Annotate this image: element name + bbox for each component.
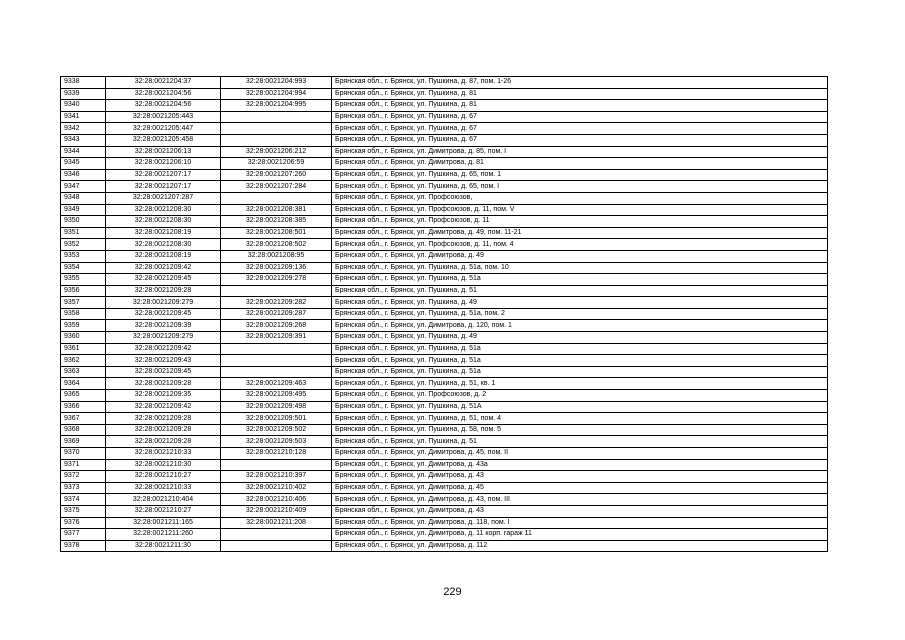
- cadastral-number-cell: 32:28:0021209:43: [106, 355, 221, 367]
- row-number-cell: 9339: [61, 88, 106, 100]
- cadastral-number-cell: 32:28:0021210:30: [106, 459, 221, 471]
- table-row: [61, 459, 828, 471]
- row-number-cell: 9357: [61, 297, 106, 309]
- address-cell: Брянская обл., г. Брянск, ул. Димитрова, д. 120, пом. 1: [332, 320, 828, 332]
- address-cell: Брянская обл., г. Брянск, ул. Пушкина, д. 51А: [332, 401, 828, 413]
- table-row: [61, 540, 828, 552]
- object-cadastral-number-cell: [221, 285, 332, 297]
- address-cell: Брянская обл., г. Брянск, ул. Пушкина, д. 81: [332, 88, 828, 100]
- address-cell: Брянская обл., г. Брянск, ул. Димитрова, д. 43, пом. III: [332, 494, 828, 506]
- table-row: [61, 413, 828, 425]
- row-number-cell: 9377: [61, 529, 106, 541]
- object-cadastral-number-cell: 32:28:0021204:994: [221, 88, 332, 100]
- object-cadastral-number-cell: 32:28:0021209:501: [221, 413, 332, 425]
- cadastral-number-cell: 32:28:0021207:17: [106, 169, 221, 181]
- address-cell: Брянская обл., г. Брянск, ул. Димитрова, д. 49, пом. 11-21: [332, 227, 828, 239]
- object-cadastral-number-cell: [221, 343, 332, 355]
- table-row: [61, 297, 828, 309]
- object-cadastral-number-cell: [221, 123, 332, 135]
- object-cadastral-number-cell: 32:28:0021207:284: [221, 181, 332, 193]
- address-cell: Брянская обл., г. Брянск, ул. Пушкина, д. 51: [332, 436, 828, 448]
- cadastral-number-cell: 32:28:0021209:42: [106, 343, 221, 355]
- cadastral-number-cell: 32:28:0021209:28: [106, 424, 221, 436]
- table-row: [61, 517, 828, 529]
- address-cell: Брянская обл., г. Брянск, ул. Пушкина, д. 51а: [332, 355, 828, 367]
- cadastral-number-cell: 32:28:0021205:447: [106, 123, 221, 135]
- cadastral-number-cell: 32:28:0021208:30: [106, 239, 221, 251]
- row-number-cell: 9346: [61, 169, 106, 181]
- row-number-cell: 9343: [61, 134, 106, 146]
- object-cadastral-number-cell: 32:28:0021208:381: [221, 204, 332, 216]
- address-cell: Брянская обл., г. Брянск, ул. Пушкина, д. 67: [332, 134, 828, 146]
- table-row: [61, 436, 828, 448]
- row-number-cell: 9350: [61, 216, 106, 228]
- table-row: [61, 169, 828, 181]
- cadastral-number-cell: 32:28:0021204:37: [106, 77, 221, 89]
- cadastral-number-cell: 32:28:0021209:45: [106, 366, 221, 378]
- address-cell: Брянская обл., г. Брянск, ул. Пушкина, д. 51: [332, 285, 828, 297]
- address-cell: Брянская обл., г. Брянск, ул. Профсоюзов,: [332, 192, 828, 204]
- row-number-cell: 9341: [61, 111, 106, 123]
- address-cell: Брянская обл., г. Брянск, ул. Пушкина, д. 49: [332, 297, 828, 309]
- cadastral-number-cell: 32:28:0021204:56: [106, 100, 221, 112]
- registry-table-body: [61, 77, 828, 552]
- row-number-cell: 9358: [61, 308, 106, 320]
- table-row: [61, 111, 828, 123]
- address-cell: Брянская обл., г. Брянск, ул. Димитрова, д. 118, пом. I: [332, 517, 828, 529]
- table-row: [61, 216, 828, 228]
- address-cell: Брянская обл., г. Брянск, ул. Пушкина, д. 51а, пом. 2: [332, 308, 828, 320]
- object-cadastral-number-cell: 32:28:0021209:498: [221, 401, 332, 413]
- row-number-cell: 9363: [61, 366, 106, 378]
- row-number-cell: 9371: [61, 459, 106, 471]
- registry-table: [60, 76, 828, 552]
- object-cadastral-number-cell: 32:28:0021210:406: [221, 494, 332, 506]
- table-row: [61, 134, 828, 146]
- row-number-cell: 9356: [61, 285, 106, 297]
- object-cadastral-number-cell: 32:28:0021208:95: [221, 250, 332, 262]
- object-cadastral-number-cell: 32:28:0021206:59: [221, 158, 332, 170]
- cadastral-number-cell: 32:28:0021210:27: [106, 471, 221, 483]
- address-cell: Брянская обл., г. Брянск, ул. Пушкина, д. 51а, пом. 10: [332, 262, 828, 274]
- row-number-cell: 9348: [61, 192, 106, 204]
- table-row: [61, 227, 828, 239]
- row-number-cell: 9340: [61, 100, 106, 112]
- table-row: [61, 274, 828, 286]
- object-cadastral-number-cell: 32:28:0021209:463: [221, 378, 332, 390]
- table-row: [61, 343, 828, 355]
- address-cell: Брянская обл., г. Брянск, ул. Пушкина, д. 51, кв. 1: [332, 378, 828, 390]
- row-number-cell: 9373: [61, 482, 106, 494]
- cadastral-number-cell: 32:28:0021209:28: [106, 378, 221, 390]
- object-cadastral-number-cell: 32:28:0021208:385: [221, 216, 332, 228]
- address-cell: Брянская обл., г. Брянск, ул. Димитрова, д. 81: [332, 158, 828, 170]
- cadastral-number-cell: 32:28:0021209:28: [106, 436, 221, 448]
- object-cadastral-number-cell: 32:28:0021204:995: [221, 100, 332, 112]
- table-row: [61, 239, 828, 251]
- object-cadastral-number-cell: 32:28:0021206:212: [221, 146, 332, 158]
- row-number-cell: 9376: [61, 517, 106, 529]
- cadastral-number-cell: 32:28:0021209:279: [106, 297, 221, 309]
- cadastral-number-cell: 32:28:0021209:45: [106, 274, 221, 286]
- cadastral-number-cell: 32:28:0021206:13: [106, 146, 221, 158]
- table-row: [61, 482, 828, 494]
- table-row: [61, 448, 828, 460]
- table-row: [61, 320, 828, 332]
- object-cadastral-number-cell: 32:28:0021210:397: [221, 471, 332, 483]
- object-cadastral-number-cell: 32:28:0021209:502: [221, 424, 332, 436]
- table-row: [61, 401, 828, 413]
- table-row: [61, 378, 828, 390]
- object-cadastral-number-cell: [221, 540, 332, 552]
- page-number: 229: [443, 586, 462, 598]
- object-cadastral-number-cell: [221, 134, 332, 146]
- address-cell: Брянская обл., г. Брянск, ул. Димитрова, д. 43а: [332, 459, 828, 471]
- table-row: [61, 262, 828, 274]
- address-cell: Брянская обл., г. Брянск, ул. Димитрова, д. 45, пом. II: [332, 448, 828, 460]
- row-number-cell: 9364: [61, 378, 106, 390]
- cadastral-number-cell: 32:28:0021204:56: [106, 88, 221, 100]
- cadastral-number-cell: 32:28:0021209:279: [106, 332, 221, 344]
- cadastral-number-cell: 32:28:0021209:28: [106, 285, 221, 297]
- table-row: [61, 123, 828, 135]
- table-row: [61, 158, 828, 170]
- address-cell: Брянская обл., г. Брянск, ул. Димитрова, д. 43: [332, 471, 828, 483]
- cadastral-number-cell: 32:28:0021211:30: [106, 540, 221, 552]
- table-row: [61, 424, 828, 436]
- object-cadastral-number-cell: [221, 111, 332, 123]
- cadastral-number-cell: 32:28:0021210:33: [106, 482, 221, 494]
- cadastral-number-cell: 32:28:0021210:27: [106, 505, 221, 517]
- object-cadastral-number-cell: 32:28:0021209:503: [221, 436, 332, 448]
- table-row: [61, 146, 828, 158]
- row-number-cell: 9378: [61, 540, 106, 552]
- row-number-cell: 9367: [61, 413, 106, 425]
- address-cell: Брянская обл., г. Брянск, ул. Пушкина, д. 81: [332, 100, 828, 112]
- row-number-cell: 9374: [61, 494, 106, 506]
- table-row: [61, 529, 828, 541]
- row-number-cell: 9360: [61, 332, 106, 344]
- address-cell: Брянская обл., г. Брянск, ул. Пушкина, д. 58, пом. 5: [332, 424, 828, 436]
- cadastral-number-cell: 32:28:0021210:404: [106, 494, 221, 506]
- table-row: [61, 494, 828, 506]
- table-row: [61, 471, 828, 483]
- row-number-cell: 9338: [61, 77, 106, 89]
- row-number-cell: 9355: [61, 274, 106, 286]
- cadastral-number-cell: 32:28:0021209:39: [106, 320, 221, 332]
- table-row: [61, 250, 828, 262]
- address-cell: Брянская обл., г. Брянск, ул. Димитрова, д. 43: [332, 505, 828, 517]
- table-row: [61, 192, 828, 204]
- cadastral-number-cell: 32:28:0021208:19: [106, 227, 221, 239]
- table-row: [61, 390, 828, 402]
- cadastral-number-cell: 32:28:0021209:45: [106, 308, 221, 320]
- cadastral-number-cell: 32:28:0021208:19: [106, 250, 221, 262]
- row-number-cell: 9352: [61, 239, 106, 251]
- row-number-cell: 9368: [61, 424, 106, 436]
- object-cadastral-number-cell: 32:28:0021209:278: [221, 274, 332, 286]
- table-row: [61, 100, 828, 112]
- row-number-cell: 9370: [61, 448, 106, 460]
- address-cell: Брянская обл., г. Брянск, ул. Пушкина, д. 51а: [332, 274, 828, 286]
- address-cell: Брянская обл., г. Брянск, ул. Пушкина, д. 67: [332, 111, 828, 123]
- object-cadastral-number-cell: 32:28:0021209:391: [221, 332, 332, 344]
- object-cadastral-number-cell: 32:28:0021208:502: [221, 239, 332, 251]
- object-cadastral-number-cell: 32:28:0021209:268: [221, 320, 332, 332]
- object-cadastral-number-cell: [221, 355, 332, 367]
- cadastral-number-cell: 32:28:0021211:260: [106, 529, 221, 541]
- address-cell: Брянская обл., г. Брянск, ул. Пушкина, д. 49: [332, 332, 828, 344]
- row-number-cell: 9372: [61, 471, 106, 483]
- row-number-cell: 9344: [61, 146, 106, 158]
- row-number-cell: 9354: [61, 262, 106, 274]
- row-number-cell: 9375: [61, 505, 106, 517]
- object-cadastral-number-cell: 32:28:0021204:993: [221, 77, 332, 89]
- object-cadastral-number-cell: 32:28:0021208:501: [221, 227, 332, 239]
- address-cell: Брянская обл., г. Брянск, ул. Пушкина, д. 67: [332, 123, 828, 135]
- object-cadastral-number-cell: 32:28:0021207:260: [221, 169, 332, 181]
- address-cell: Брянская обл., г. Брянск, ул. Пушкина, д. 51а: [332, 343, 828, 355]
- object-cadastral-number-cell: [221, 366, 332, 378]
- object-cadastral-number-cell: [221, 192, 332, 204]
- object-cadastral-number-cell: 32:28:0021209:287: [221, 308, 332, 320]
- table-row: [61, 285, 828, 297]
- row-number-cell: 9349: [61, 204, 106, 216]
- object-cadastral-number-cell: 32:28:0021211:208: [221, 517, 332, 529]
- object-cadastral-number-cell: [221, 529, 332, 541]
- address-cell: Брянская обл., г. Брянск, ул. Димитрова, д. 85, пом. I: [332, 146, 828, 158]
- table-row: [61, 366, 828, 378]
- table-row: [61, 88, 828, 100]
- row-number-cell: 9351: [61, 227, 106, 239]
- object-cadastral-number-cell: 32:28:0021210:402: [221, 482, 332, 494]
- address-cell: Брянская обл., г. Брянск, ул. Пушкина, д. 65, пом. 1: [332, 169, 828, 181]
- address-cell: Брянская обл., г. Брянск, ул. Профсоюзов, д. 11: [332, 216, 828, 228]
- address-cell: Брянская обл., г. Брянск, ул. Димитрова, д. 112: [332, 540, 828, 552]
- address-cell: Брянская обл., г. Брянск, ул. Пушкина, д. 87, пом. 1-26: [332, 77, 828, 89]
- table-row: [61, 181, 828, 193]
- row-number-cell: 9347: [61, 181, 106, 193]
- table-row: [61, 505, 828, 517]
- address-cell: Брянская обл., г. Брянск, ул. Димитрова, д. 11 корп. гараж 11: [332, 529, 828, 541]
- address-cell: Брянская обл., г. Брянск, ул. Профсоюзов, д. 11, пом. 4: [332, 239, 828, 251]
- object-cadastral-number-cell: 32:28:0021209:495: [221, 390, 332, 402]
- table-row: [61, 204, 828, 216]
- address-cell: Брянская обл., г. Брянск, ул. Пушкина, д. 51, пом. 4: [332, 413, 828, 425]
- object-cadastral-number-cell: 32:28:0021209:282: [221, 297, 332, 309]
- cadastral-number-cell: 32:28:0021209:28: [106, 413, 221, 425]
- cadastral-number-cell: 32:28:0021211:165: [106, 517, 221, 529]
- row-number-cell: 9369: [61, 436, 106, 448]
- object-cadastral-number-cell: 32:28:0021210:409: [221, 505, 332, 517]
- row-number-cell: 9366: [61, 401, 106, 413]
- row-number-cell: 9353: [61, 250, 106, 262]
- cadastral-number-cell: 32:28:0021209:35: [106, 390, 221, 402]
- table-row: [61, 355, 828, 367]
- address-cell: Брянская обл., г. Брянск, ул. Димитрова, д. 45: [332, 482, 828, 494]
- row-number-cell: 9365: [61, 390, 106, 402]
- cadastral-number-cell: 32:28:0021205:443: [106, 111, 221, 123]
- object-cadastral-number-cell: 32:28:0021210:128: [221, 448, 332, 460]
- cadastral-number-cell: 32:28:0021208:30: [106, 216, 221, 228]
- cadastral-number-cell: 32:28:0021208:30: [106, 204, 221, 216]
- object-cadastral-number-cell: [221, 459, 332, 471]
- address-cell: Брянская обл., г. Брянск, ул. Профсоюзов, д. 2: [332, 390, 828, 402]
- address-cell: Брянская обл., г. Брянск, ул. Димитрова, д. 49: [332, 250, 828, 262]
- cadastral-number-cell: 32:28:0021210:33: [106, 448, 221, 460]
- row-number-cell: 9359: [61, 320, 106, 332]
- table-row: [61, 77, 828, 89]
- table-row: [61, 332, 828, 344]
- address-cell: Брянская обл., г. Брянск, ул. Пушкина, д. 65, пом. I: [332, 181, 828, 193]
- cadastral-number-cell: 32:28:0021209:42: [106, 262, 221, 274]
- row-number-cell: 9342: [61, 123, 106, 135]
- cadastral-number-cell: 32:28:0021205:458: [106, 134, 221, 146]
- row-number-cell: 9362: [61, 355, 106, 367]
- object-cadastral-number-cell: 32:28:0021209:136: [221, 262, 332, 274]
- row-number-cell: 9361: [61, 343, 106, 355]
- address-cell: Брянская обл., г. Брянск, ул. Профсоюзов, д. 11, пом. V: [332, 204, 828, 216]
- cadastral-number-cell: 32:28:0021207:287: [106, 192, 221, 204]
- cadastral-number-cell: 32:28:0021207:17: [106, 181, 221, 193]
- row-number-cell: 9345: [61, 158, 106, 170]
- table-row: [61, 308, 828, 320]
- cadastral-number-cell: 32:28:0021209:42: [106, 401, 221, 413]
- address-cell: Брянская обл., г. Брянск, ул. Пушкина, д. 51а: [332, 366, 828, 378]
- cadastral-number-cell: 32:28:0021206:10: [106, 158, 221, 170]
